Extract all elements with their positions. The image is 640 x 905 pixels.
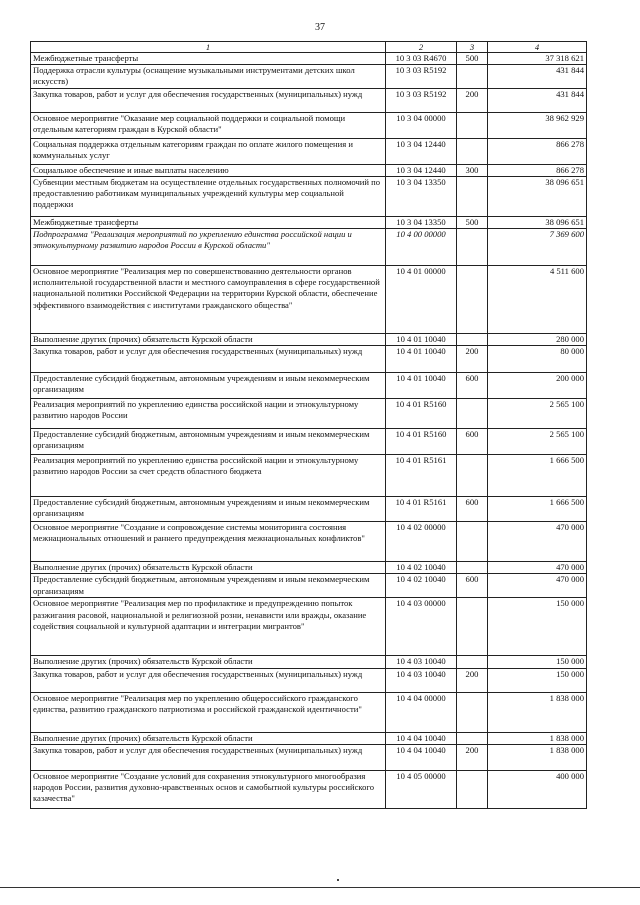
row-sum-cell: 470 000 xyxy=(488,562,587,574)
row-name-cell: Реализация мероприятий по укреплению единства российской нации и этнокультурному развитию народов России за счет средств областного бюджета xyxy=(31,455,386,497)
row-vr-cell: 500 xyxy=(457,216,488,228)
row-name-cell: Основное мероприятие "Создание условий для сохранения этнокультурного многообразия народов России, развития духовно-нравственных основ и самобытной культуры российского казачества" xyxy=(31,770,386,808)
row-vr-cell xyxy=(457,455,488,497)
table-row xyxy=(31,65,587,88)
page-bottom-rule xyxy=(0,887,640,888)
row-vr-cell xyxy=(457,65,488,88)
row-name-cell: Выполнение других (прочих) обязательств Курской области xyxy=(31,732,386,744)
row-vr-cell xyxy=(457,112,488,138)
row-code-cell: 10 4 03 10040 xyxy=(386,668,457,692)
row-code-cell: 10 4 02 10040 xyxy=(386,574,457,598)
row-name-cell: Социальное обеспечение и иные выплаты населению xyxy=(31,164,386,176)
row-code-cell: 10 4 03 10040 xyxy=(386,656,457,668)
row-vr-cell: 600 xyxy=(457,574,488,598)
row-name-cell: Выполнение других (прочих) обязательств Курской области xyxy=(31,334,386,346)
header-col-name: 1 xyxy=(31,42,386,53)
scan-speck xyxy=(337,879,339,881)
row-sum-cell: 470 000 xyxy=(488,574,587,598)
table-row xyxy=(31,598,587,656)
row-sum-cell: 866 278 xyxy=(488,164,587,176)
row-vr-cell: 200 xyxy=(457,346,488,373)
row-code-cell: 10 3 04 12440 xyxy=(386,164,457,176)
row-sum-cell: 2 565 100 xyxy=(488,429,587,455)
row-code-cell: 10 3 04 13350 xyxy=(386,216,457,228)
table-row xyxy=(31,112,587,138)
row-name-cell: Реализация мероприятий по укреплению единства российской нации и этнокультурному развитию народов России xyxy=(31,399,386,429)
row-vr-cell xyxy=(457,692,488,732)
row-name-cell: Закупка товаров, работ и услуг для обеспечения государственных (муниципальных) нужд xyxy=(31,88,386,112)
row-vr-cell: 200 xyxy=(457,744,488,770)
row-name-cell: Выполнение других (прочих) обязательств Курской области xyxy=(31,656,386,668)
row-code-cell: 10 3 03 R5192 xyxy=(386,88,457,112)
table-row xyxy=(31,346,587,373)
header-col-vr: 3 xyxy=(457,42,488,53)
table-row xyxy=(31,216,587,228)
row-vr-cell xyxy=(457,399,488,429)
row-code-cell: 10 4 01 R5160 xyxy=(386,429,457,455)
row-name-cell: Социальная поддержка отдельным категориям граждан по оплате жилого помещения и коммунальных услуг xyxy=(31,138,386,164)
row-vr-cell xyxy=(457,522,488,562)
row-code-cell: 10 3 04 13350 xyxy=(386,176,457,216)
row-name-cell: Закупка товаров, работ и услуг для обеспечения государственных (муниципальных) нужд xyxy=(31,668,386,692)
row-vr-cell xyxy=(457,770,488,808)
row-code-cell: 10 4 01 R5161 xyxy=(386,455,457,497)
row-code-cell: 10 3 04 12440 xyxy=(386,138,457,164)
row-vr-cell: 200 xyxy=(457,668,488,692)
row-name-cell: Основное мероприятие "Оказание мер социальной поддержки и социальной помощи отдельным категориям граждан в Курской области" xyxy=(31,112,386,138)
row-vr-cell xyxy=(457,334,488,346)
row-vr-cell xyxy=(457,229,488,266)
row-code-cell: 10 4 01 10040 xyxy=(386,334,457,346)
table-row xyxy=(31,497,587,522)
table-row xyxy=(31,266,587,334)
budget-table xyxy=(30,41,587,809)
table-row xyxy=(31,692,587,732)
row-sum-cell: 1 838 000 xyxy=(488,744,587,770)
table-row xyxy=(31,164,587,176)
row-name-cell: Предоставление субсидий бюджетным, автономным учреждениям и иным некоммерческим организациям xyxy=(31,497,386,522)
table-row xyxy=(31,668,587,692)
row-name-cell: Основное мероприятие "Реализация мер по совершенствованию деятельности органов исполнительной государственной власти и местного самоуправления в сфере государственной национальной политики Российской Федерации на территории Курской области, обеспечение эффективного взаимодействия с институтами гражданского общества" xyxy=(31,266,386,334)
row-code-cell: 10 4 02 10040 xyxy=(386,562,457,574)
row-code-cell: 10 4 01 R5160 xyxy=(386,399,457,429)
row-sum-cell: 400 000 xyxy=(488,770,587,808)
table-row xyxy=(31,429,587,455)
row-name-cell: Основное мероприятие "Создание и сопровождение системы мониторинга состояния межнациональных отношений и раннего предупреждения межнациональных конфликтов" xyxy=(31,522,386,562)
row-code-cell: 10 3 03 R4670 xyxy=(386,53,457,65)
table-row xyxy=(31,455,587,497)
row-sum-cell: 280 000 xyxy=(488,334,587,346)
row-name-cell: Предоставление субсидий бюджетным, автономным учреждениям и иным некоммерческим организациям xyxy=(31,373,386,399)
table-row xyxy=(31,53,587,65)
table-row xyxy=(31,176,587,216)
row-name-cell: Основное мероприятие "Реализация мер по профилактике и предупреждению попыток разжигания расовой, национальной и религиозной розни, ненависти или вражды, оказание содействия социальной и культурной адаптации и интеграции мигрантов" xyxy=(31,598,386,656)
row-code-cell: 10 3 03 R5192 xyxy=(386,65,457,88)
row-code-cell: 10 4 04 00000 xyxy=(386,692,457,732)
row-sum-cell: 431 844 xyxy=(488,88,587,112)
table-header-row xyxy=(31,42,587,53)
row-code-cell: 10 4 02 00000 xyxy=(386,522,457,562)
row-vr-cell: 200 xyxy=(457,88,488,112)
table-row xyxy=(31,373,587,399)
row-vr-cell xyxy=(457,656,488,668)
row-code-cell: 10 3 04 00000 xyxy=(386,112,457,138)
row-name-cell: Закупка товаров, работ и услуг для обеспечения государственных (муниципальных) нужд xyxy=(31,744,386,770)
row-sum-cell: 38 096 651 xyxy=(488,216,587,228)
table-row xyxy=(31,732,587,744)
row-sum-cell: 38 962 929 xyxy=(488,112,587,138)
row-vr-cell xyxy=(457,138,488,164)
row-name-cell: Субвенции местным бюджетам на осуществление отдельных государственных полномочий по предоставлению работникам муниципальных учреждений культуры мер социальной поддержки xyxy=(31,176,386,216)
row-sum-cell: 150 000 xyxy=(488,656,587,668)
row-sum-cell: 866 278 xyxy=(488,138,587,164)
row-sum-cell: 37 318 621 xyxy=(488,53,587,65)
row-vr-cell xyxy=(457,732,488,744)
row-code-cell: 10 4 05 00000 xyxy=(386,770,457,808)
row-code-cell: 10 4 03 00000 xyxy=(386,598,457,656)
row-vr-cell xyxy=(457,266,488,334)
row-vr-cell: 600 xyxy=(457,373,488,399)
row-code-cell: 10 4 01 R5161 xyxy=(386,497,457,522)
row-name-cell: Поддержка отрасли культуры (оснащение музыкальными инструментами детских школ искусств) xyxy=(31,65,386,88)
row-sum-cell: 1 838 000 xyxy=(488,732,587,744)
row-sum-cell: 7 369 600 xyxy=(488,229,587,266)
table-row xyxy=(31,562,587,574)
table-row xyxy=(31,399,587,429)
table-row xyxy=(31,656,587,668)
table-row xyxy=(31,138,587,164)
header-col-code: 2 xyxy=(386,42,457,53)
row-sum-cell: 80 000 xyxy=(488,346,587,373)
row-name-cell: Основное мероприятие "Реализация мер по укреплению общероссийского гражданского единства, развитию гражданского патриотизма и российской гражданской идентичности" xyxy=(31,692,386,732)
row-name-cell: Закупка товаров, работ и услуг для обеспечения государственных (муниципальных) нужд xyxy=(31,346,386,373)
row-sum-cell: 2 565 100 xyxy=(488,399,587,429)
row-name-cell: Предоставление субсидий бюджетным, автономным учреждениям и иным некоммерческим организациям xyxy=(31,574,386,598)
table-row xyxy=(31,770,587,808)
row-vr-cell: 600 xyxy=(457,497,488,522)
row-sum-cell: 38 096 651 xyxy=(488,176,587,216)
table-row xyxy=(31,334,587,346)
row-name-cell: Выполнение других (прочих) обязательств Курской области xyxy=(31,562,386,574)
row-code-cell: 10 4 00 00000 xyxy=(386,229,457,266)
table-row xyxy=(31,744,587,770)
row-sum-cell: 4 511 600 xyxy=(488,266,587,334)
row-code-cell: 10 4 01 10040 xyxy=(386,373,457,399)
row-code-cell: 10 4 01 00000 xyxy=(386,266,457,334)
row-name-cell: Межбюджетные трансферты xyxy=(31,53,386,65)
row-sum-cell: 200 000 xyxy=(488,373,587,399)
row-vr-cell: 600 xyxy=(457,429,488,455)
row-vr-cell: 500 xyxy=(457,53,488,65)
row-name-cell: Предоставление субсидий бюджетным, автономным учреждениям и иным некоммерческим организациям xyxy=(31,429,386,455)
table-row xyxy=(31,229,587,266)
row-name-cell: Межбюджетные трансферты xyxy=(31,216,386,228)
row-sum-cell: 1 666 500 xyxy=(488,455,587,497)
row-sum-cell: 1 666 500 xyxy=(488,497,587,522)
row-vr-cell xyxy=(457,176,488,216)
row-code-cell: 10 4 01 10040 xyxy=(386,346,457,373)
row-name-cell: Подпрограмма "Реализация мероприятий по укреплению единства российской нации и этнокультурному развитию народов России в Курской области" xyxy=(31,229,386,266)
table-row xyxy=(31,574,587,598)
row-vr-cell xyxy=(457,598,488,656)
row-vr-cell: 300 xyxy=(457,164,488,176)
page-number: 37 xyxy=(315,22,325,33)
row-code-cell: 10 4 04 10040 xyxy=(386,744,457,770)
row-vr-cell xyxy=(457,562,488,574)
row-sum-cell: 1 838 000 xyxy=(488,692,587,732)
row-sum-cell: 470 000 xyxy=(488,522,587,562)
row-sum-cell: 150 000 xyxy=(488,598,587,656)
row-sum-cell: 150 000 xyxy=(488,668,587,692)
row-sum-cell: 431 844 xyxy=(488,65,587,88)
table-row xyxy=(31,522,587,562)
header-col-sum: 4 xyxy=(488,42,587,53)
row-code-cell: 10 4 04 10040 xyxy=(386,732,457,744)
table-row xyxy=(31,88,587,112)
table-body xyxy=(31,53,587,809)
